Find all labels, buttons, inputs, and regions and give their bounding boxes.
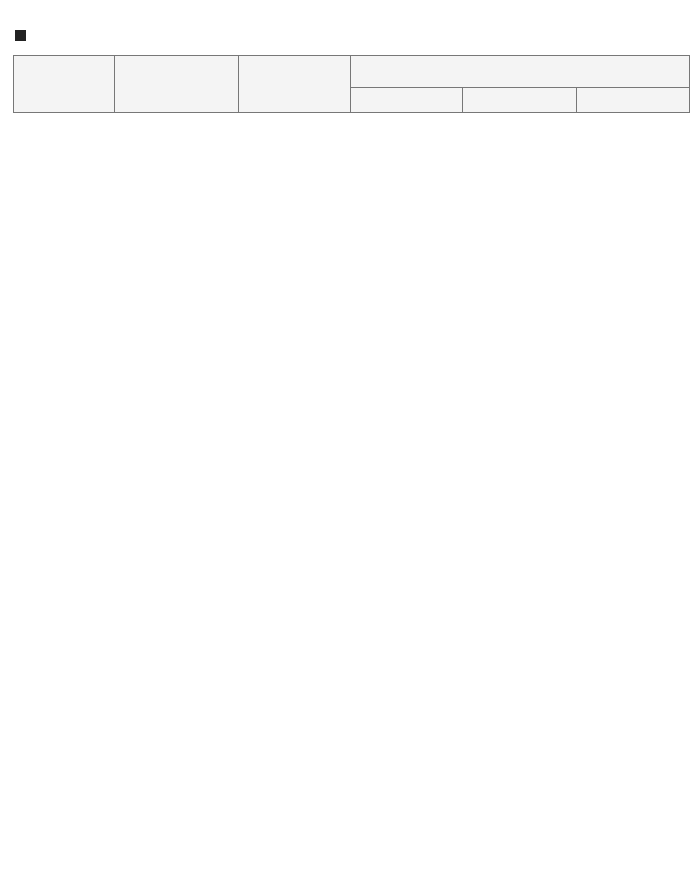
header-pressure xyxy=(115,56,239,113)
header-one-to-two xyxy=(463,88,577,113)
matching-table xyxy=(13,55,690,113)
header-row xyxy=(14,56,690,88)
header-one-to-four xyxy=(577,88,690,113)
header-traffic xyxy=(239,56,351,113)
header-match xyxy=(351,56,690,88)
header-one-for-one xyxy=(351,88,463,113)
black-square-icon xyxy=(15,30,26,41)
page-title xyxy=(15,26,46,44)
header-brake-type xyxy=(14,56,115,113)
